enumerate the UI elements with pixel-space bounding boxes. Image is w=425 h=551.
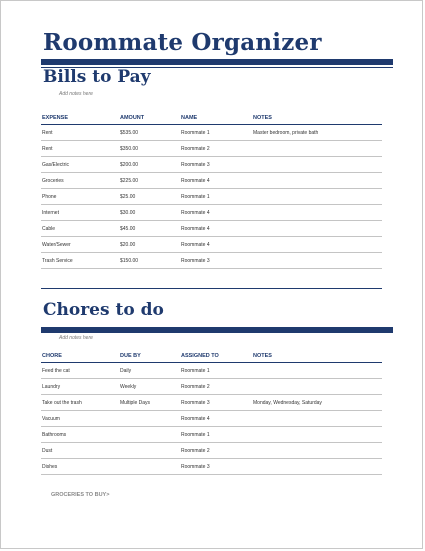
chores-cell[interactable]: Take out the trash	[41, 395, 119, 411]
groceries-link[interactable]: GROCERIES TO BUY>	[51, 492, 110, 498]
bills-cell[interactable]: $150.00	[119, 253, 180, 269]
table-row	[41, 459, 382, 475]
table-row	[41, 205, 382, 221]
chores-cell[interactable]: Monday, Wednesday, Saturday	[252, 395, 382, 411]
bills-header-row	[41, 111, 382, 125]
chores-cell[interactable]: Roommate 1	[180, 363, 252, 379]
bills-cell[interactable]: Roommate 4	[180, 221, 252, 237]
bills-cell[interactable]: Roommate 2	[180, 141, 252, 157]
bills-cell[interactable]	[252, 253, 382, 269]
bills-cell[interactable]: $535.00	[119, 125, 180, 141]
bills-cell[interactable]: Cable	[41, 221, 119, 237]
chores-cell[interactable]	[252, 427, 382, 443]
chores-notes-hint[interactable]: Add notes here	[59, 335, 93, 341]
chores-cell[interactable]	[119, 459, 180, 475]
bills-cell[interactable]: Groceries	[41, 173, 119, 189]
bills-cell[interactable]: $20.00	[119, 237, 180, 253]
bills-cell[interactable]	[252, 173, 382, 189]
title-rule-thick	[41, 59, 393, 65]
page-title: Roommate Organizer	[43, 29, 322, 56]
bills-cell[interactable]: Water/Sewer	[41, 237, 119, 253]
table-row	[41, 173, 382, 189]
chores-header-row	[41, 349, 382, 363]
bills-cell[interactable]: Roommate 1	[180, 125, 252, 141]
chores-cell[interactable]: Dishes	[41, 459, 119, 475]
chores-cell[interactable]: Bathrooms	[41, 427, 119, 443]
chores-col-notes: NOTES	[252, 349, 382, 363]
table-row	[41, 411, 382, 427]
chores-cell[interactable]	[252, 443, 382, 459]
bills-cell[interactable]	[252, 141, 382, 157]
chores-cell[interactable]: Laundry	[41, 379, 119, 395]
chores-cell[interactable]: Roommate 4	[180, 411, 252, 427]
bills-cell[interactable]: $45.00	[119, 221, 180, 237]
table-row	[41, 363, 382, 379]
chores-cell[interactable]: Roommate 3	[180, 459, 252, 475]
chores-heading: Chores to do	[43, 300, 164, 320]
bills-cell[interactable]: $200.00	[119, 157, 180, 173]
chores-cell[interactable]: Dust	[41, 443, 119, 459]
bills-cell[interactable]	[252, 189, 382, 205]
table-row	[41, 395, 382, 411]
bills-cell[interactable]: $225.00	[119, 173, 180, 189]
chores-cell[interactable]: Weekly	[119, 379, 180, 395]
bills-cell[interactable]: Roommate 1	[180, 189, 252, 205]
bills-cell[interactable]: Roommate 4	[180, 205, 252, 221]
bills-cell[interactable]: Trash Service	[41, 253, 119, 269]
bills-cell[interactable]: Roommate 3	[180, 157, 252, 173]
chores-table	[41, 349, 382, 475]
bills-col-expense: EXPENSE	[41, 111, 119, 125]
chores-cell[interactable]: Roommate 2	[180, 443, 252, 459]
chores-cell[interactable]	[119, 411, 180, 427]
chores-rule-thick	[41, 327, 393, 333]
table-row	[41, 189, 382, 205]
bills-cell[interactable]: Rent	[41, 125, 119, 141]
chores-cell[interactable]	[252, 411, 382, 427]
table-row	[41, 237, 382, 253]
chores-cell[interactable]	[119, 427, 180, 443]
chores-cell[interactable]	[252, 363, 382, 379]
bills-cell[interactable]: Roommate 4	[180, 237, 252, 253]
bills-cell[interactable]	[252, 157, 382, 173]
bills-cell[interactable]	[252, 205, 382, 221]
table-row	[41, 443, 382, 459]
bills-table	[41, 111, 382, 269]
bills-cell[interactable]: Master bedroom, private bath	[252, 125, 382, 141]
chores-col-due-by: DUE BY	[119, 349, 180, 363]
bills-col-notes: NOTES	[252, 111, 382, 125]
table-row	[41, 253, 382, 269]
bills-cell[interactable]: $25.00	[119, 189, 180, 205]
table-row	[41, 157, 382, 173]
table-row	[41, 221, 382, 237]
bills-cell[interactable]: Rent	[41, 141, 119, 157]
chores-col-chore: CHORE	[41, 349, 119, 363]
bills-cell[interactable]	[252, 237, 382, 253]
bills-cell[interactable]: $350.00	[119, 141, 180, 157]
table-row	[41, 125, 382, 141]
bills-cell[interactable]: Roommate 4	[180, 173, 252, 189]
bills-cell[interactable]	[252, 221, 382, 237]
bills-section-end-rule	[41, 288, 382, 289]
table-row	[41, 141, 382, 157]
chores-cell[interactable]	[252, 379, 382, 395]
chores-col-assigned-to: ASSIGNED TO	[180, 349, 252, 363]
bills-cell[interactable]: $30.00	[119, 205, 180, 221]
chores-cell[interactable]: Multiple Days	[119, 395, 180, 411]
bills-col-name: NAME	[180, 111, 252, 125]
bills-cell[interactable]: Roommate 3	[180, 253, 252, 269]
bills-cell[interactable]: Gas/Electric	[41, 157, 119, 173]
chores-cell[interactable]: Roommate 2	[180, 379, 252, 395]
chores-cell[interactable]: Daily	[119, 363, 180, 379]
table-row	[41, 427, 382, 443]
chores-cell[interactable]: Roommate 1	[180, 427, 252, 443]
chores-cell[interactable]	[252, 459, 382, 475]
bills-cell[interactable]: Internet	[41, 205, 119, 221]
chores-cell[interactable]: Vacuum	[41, 411, 119, 427]
table-row	[41, 379, 382, 395]
chores-cell[interactable]: Feed the cat	[41, 363, 119, 379]
chores-cell[interactable]: Roommate 3	[180, 395, 252, 411]
bills-notes-hint[interactable]: Add notes here	[59, 91, 93, 97]
bills-cell[interactable]: Phone	[41, 189, 119, 205]
bills-col-amount: AMOUNT	[119, 111, 180, 125]
bills-heading: Bills to Pay	[43, 67, 151, 87]
chores-cell[interactable]	[119, 443, 180, 459]
